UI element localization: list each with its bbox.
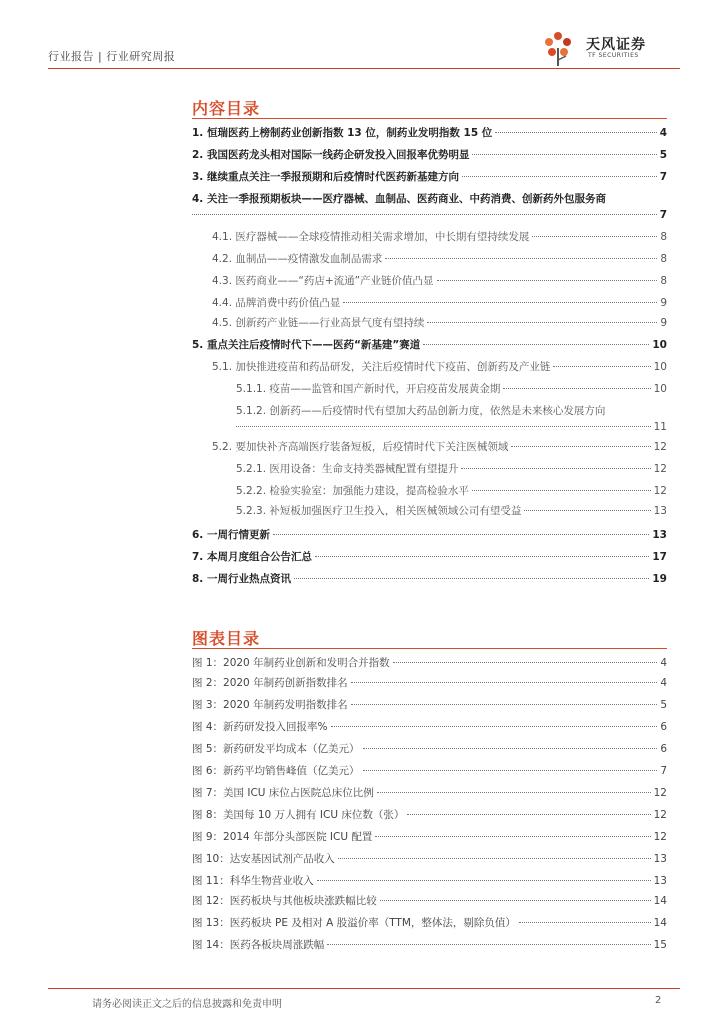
- toc-entry-5-1-2-continuation: 11: [236, 418, 667, 436]
- toc-entry-5-2-3[interactable]: 5.2.3. 补短板加强医疗卫生投入，相关医械领域公司有望受益 13: [236, 505, 667, 517]
- toc-title-divider: [192, 118, 667, 119]
- figure-entry-1[interactable]: 图 1：2020 年制药业创新和发明合并指数 4: [192, 657, 667, 669]
- logo-chinese-name: 天风证券: [586, 37, 646, 53]
- figures-title: 图表目录: [192, 629, 261, 648]
- toc-entry-4[interactable]: 4. 关注一季报预期板块——医疗器械、血制品、医药商业、中药消费、创新药外包服务商: [192, 193, 606, 205]
- footer-disclaimer: 请务必阅读正文之后的信息披露和免责申明: [92, 999, 282, 1010]
- toc-entry-1[interactable]: 1. 恒瑞医药上榜制药业创新指数 13 位，制药业发明指数 15 位 4: [192, 127, 667, 139]
- figure-entry-3[interactable]: 图 3：2020 年制药发明指数排名 5: [192, 699, 667, 711]
- toc-entry-4-1[interactable]: 4.1. 医疗器械——全球疫情推动相关需求增加，中长期有望持续发展 8: [212, 231, 667, 243]
- figure-entry-12[interactable]: 图 12：医药板块与其他板块涨跌幅比较 14: [192, 895, 667, 907]
- figures-title-divider: [192, 648, 667, 649]
- toc-entry-4-continuation: 7: [192, 206, 667, 224]
- toc-entry-4-5[interactable]: 4.5. 创新药产业链——行业高景气度有望持续 9: [212, 317, 667, 329]
- figure-entry-6[interactable]: 图 6：新药平均销售峰值（亿美元） 7: [192, 765, 667, 777]
- figure-entry-8[interactable]: 图 8：美国每 10 万人拥有 ICU 床位数（张） 12: [192, 809, 667, 821]
- figure-entry-7[interactable]: 图 7：美国 ICU 床位占医院总床位比例 12: [192, 787, 667, 799]
- figure-entry-14[interactable]: 图 14：医药各板块周涨跌幅 15: [192, 939, 667, 951]
- figure-entry-2[interactable]: 图 2：2020 年制药创新指数排名 4: [192, 677, 667, 689]
- header-category: 行业报告 | 行业研究周报: [48, 50, 176, 63]
- page-number: 2: [655, 995, 662, 1006]
- toc-entry-5-1[interactable]: 5.1. 加快推进疫苗和药品研发，关注后疫情时代下疫苗、创新药及产业链 10: [212, 361, 667, 373]
- flower-logo-icon: [536, 28, 580, 68]
- figure-entry-5[interactable]: 图 5：新药研发平均成本（亿美元） 6: [192, 743, 667, 755]
- toc-entry-5-1-1[interactable]: 5.1.1. 疫苗——监管和国产新时代，开启疫苗发展黄金期 10: [236, 383, 667, 395]
- toc-entry-6[interactable]: 6. 一周行情更新 13: [192, 529, 667, 541]
- figure-entry-13[interactable]: 图 13：医药板块 PE 及相对 A 股溢价率（TTM，整体法，剔除负值） 14: [192, 917, 667, 929]
- toc-title: 内容目录: [192, 99, 261, 118]
- toc-entry-5-1-2[interactable]: 5.1.2. 创新药——后疫情时代有望加大药品创新力度，依然是未来核心发展方向: [236, 405, 606, 417]
- footer-divider: [48, 988, 680, 989]
- toc-entry-5-2[interactable]: 5.2. 要加快补齐高端医疗装备短板，后疫情时代下关注医械领域 12: [212, 441, 667, 453]
- toc-entry-2[interactable]: 2. 我国医药龙头相对国际一线药企研发投入回报率优势明显 5: [192, 149, 667, 161]
- header-divider: [48, 68, 680, 69]
- toc-entry-5[interactable]: 5. 重点关注后疫情时代下——医药“新基建”赛道 10: [192, 339, 667, 351]
- toc-entry-8[interactable]: 8. 一周行业热点资讯 19: [192, 573, 667, 585]
- figure-entry-11[interactable]: 图 11：科华生物营业收入 13: [192, 875, 667, 887]
- figure-entry-9[interactable]: 图 9：2014 年部分头部医院 ICU 配置 12: [192, 831, 667, 843]
- toc-entry-4-3[interactable]: 4.3. 医药商业——“药店+流通”产业链价值凸显 8: [212, 275, 667, 287]
- company-logo: [536, 28, 676, 68]
- toc-entry-5-2-1[interactable]: 5.2.1. 医用设备：生命支持类器械配置有望提升 12: [236, 463, 667, 475]
- figure-entry-4[interactable]: 图 4：新药研发投入回报率% 6: [192, 721, 667, 733]
- toc-entry-4-4[interactable]: 4.4. 品牌消费中药价值凸显 9: [212, 297, 667, 309]
- toc-entry-7[interactable]: 7. 本周月度组合公告汇总 17: [192, 551, 667, 563]
- logo-english-name: TF SECURITIES: [588, 52, 639, 59]
- toc-entry-4-2[interactable]: 4.2. 血制品——疫情激发血制品需求 8: [212, 253, 667, 265]
- toc-entry-3[interactable]: 3. 继续重点关注一季报预期和后疫情时代医药新基建方向 7: [192, 171, 667, 183]
- toc-entry-5-2-2[interactable]: 5.2.2. 检验实验室：加强能力建设，提高检验水平 12: [236, 485, 667, 497]
- figure-entry-10[interactable]: 图 10：达安基因试剂产品收入 13: [192, 853, 667, 865]
